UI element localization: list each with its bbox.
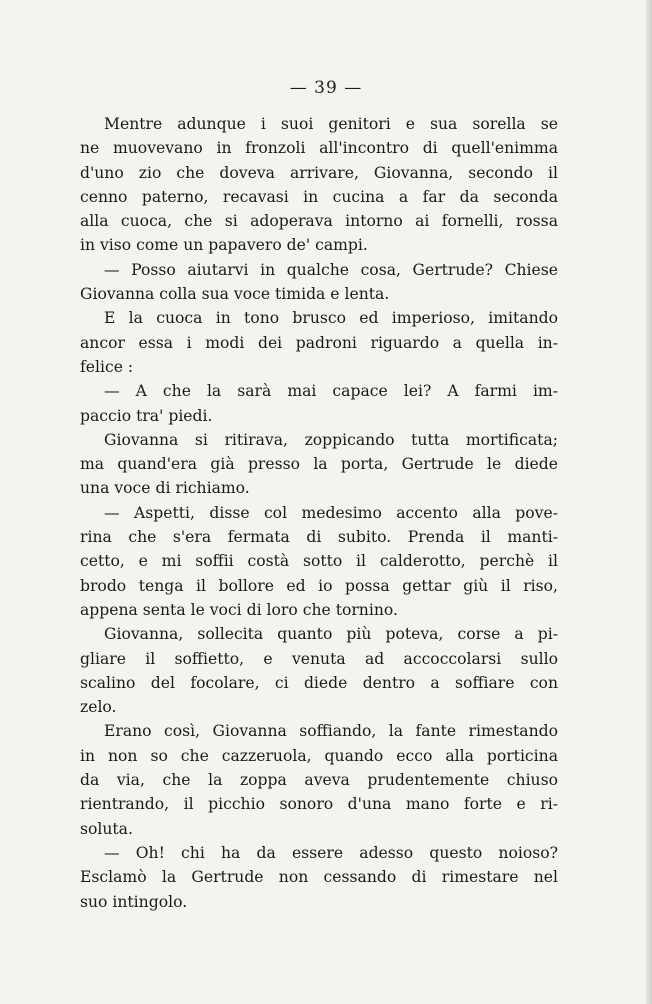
text-line: d'uno zio che doveva arrivare, Giovanna, secondo il: [80, 163, 558, 182]
text-line: appena senta le voci di loro che tornino.: [80, 600, 398, 619]
text-line: cenno paterno, recavasi in cucina a far da seconda: [80, 187, 558, 206]
text-line: paccio tra' piedi.: [80, 406, 213, 425]
text-line: Erano così, Giovanna soffiando, la fante rimestando: [104, 722, 558, 741]
text-line: Giovanna, sollecita quanto più poteva, corse a pi-: [104, 625, 558, 644]
text-line: una voce di richiamo.: [80, 479, 250, 498]
text-line: brodo tenga il bollore ed io possa gettar giù il riso,: [80, 576, 558, 595]
text-line: — Oh! chi ha da essere adesso questo noioso?: [104, 843, 558, 862]
text-line: E la cuoca in tono brusco ed imperioso, imitando: [104, 309, 558, 328]
text-line: felice :: [80, 357, 134, 376]
text-line: in non so che cazzeruola, quando ecco alla porticina: [80, 746, 558, 765]
text-line: zelo.: [80, 698, 117, 717]
text-line: suo intingolo.: [80, 892, 188, 911]
text-line: Giovanna si ritirava, zoppicando tutta mortificata;: [104, 430, 558, 449]
text-line: Mentre adunque i suoi genitori e sua sorella se: [104, 115, 558, 133]
text-line: rina che s'era fermata di subito. Prenda il manti-: [80, 528, 558, 547]
text-line: soluta.: [80, 819, 133, 838]
body-text: [80, 112, 558, 914]
text-line: gliare il soffietto, e venuta ad accoccolarsi sullo: [80, 649, 558, 668]
text-line: ma quand'era già presso la porta, Gertrude le diede: [80, 455, 558, 474]
text-line: ancor essa i modi dei padroni riguardo a quella in-: [80, 333, 558, 352]
text-line: da via, che la zoppa aveva prudentemente chiuso: [80, 771, 558, 790]
text-line: alla cuoca, che si adoperava intorno ai fornelli, rossa: [80, 212, 558, 231]
text-line: in viso come un papavero de' campi.: [80, 236, 368, 255]
text-line: — A che la sarà mai capace lei? A farmi im-: [104, 382, 558, 401]
text-line: rientrando, il picchio sonoro d'una mano forte e ri-: [80, 795, 558, 814]
page-number: — 39 —: [289, 78, 363, 98]
text-line: scalino del focolare, ci diede dentro a soffiare con: [80, 673, 558, 692]
text-line: — Aspetti, disse col medesimo accento alla pove-: [104, 503, 558, 522]
page-edge: [646, 0, 652, 1004]
text-line: Giovanna colla sua voce timida e lenta.: [80, 285, 390, 304]
text-line: Esclamò la Gertrude non cessando di rimestare nel: [80, 868, 558, 887]
text-line: — Posso aiutarvi in qualche cosa, Gertrude? Chiese: [104, 260, 558, 279]
text-line: ne muovevano in fronzoli all'incontro di quell'enimma: [80, 139, 558, 158]
text-line: cetto, e mi soffii costà sotto il calderotto, perchè il: [80, 552, 558, 571]
